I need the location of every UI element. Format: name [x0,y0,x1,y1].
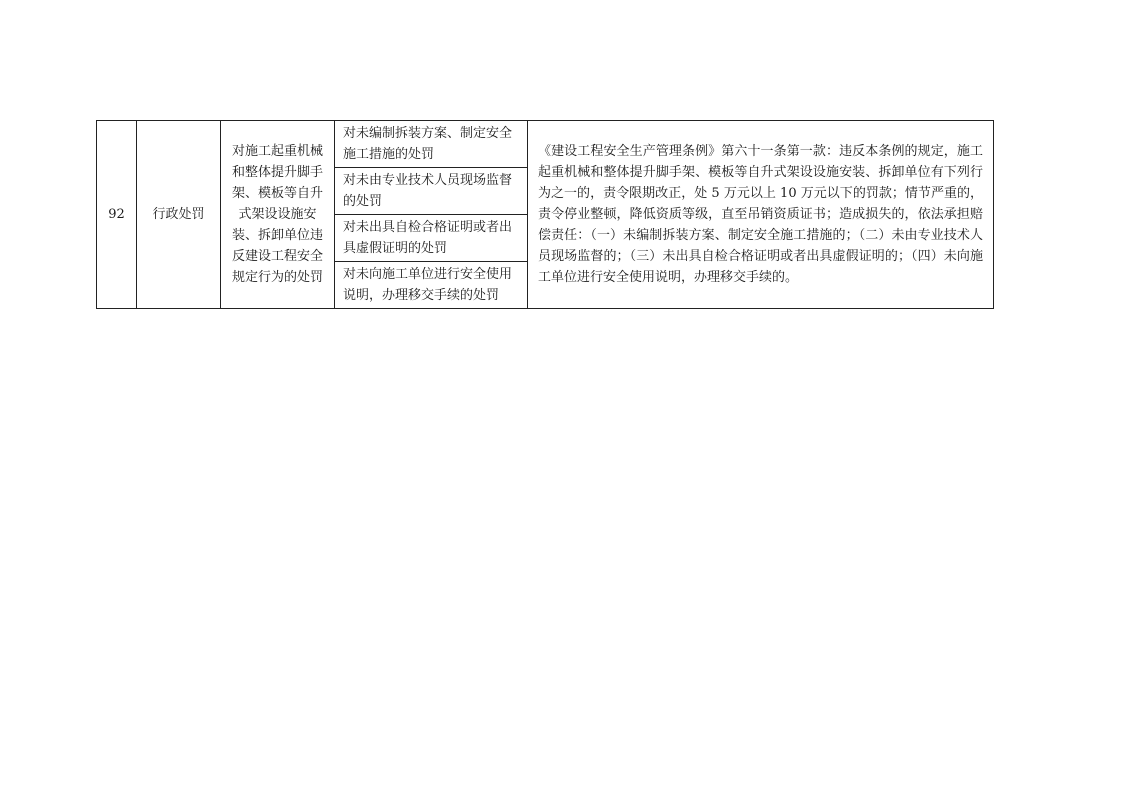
sub-item: 对未向施工单位进行安全使用说明，办理移交手续的处罚 [335,262,528,309]
sub-item: 对未出具自检合格证明或者出具虚假证明的处罚 [335,215,528,262]
sub-item: 对未由专业技术人员现场监督的处罚 [335,168,528,215]
penalty-table [96,120,994,309]
sub-item: 对未编制拆装方案、制定安全施工措施的处罚 [335,121,528,168]
table-row [97,121,994,168]
legal-basis: 《建设工程安全生产管理条例》第六十一条第一款：违反本条例的规定，施工起重机械和整体提升脚手架、模板等自升式架设设施安装、拆卸单位有下列行为之一的，责令限期改正，处 5 万元以上 10 万元以下的罚款；情节严重的，责令停业整顿，降低资质等级，直至吊销资质证书；造成损失的，依法承担赔偿责任：（一）未编制拆装方案、制定安全施工措施的；（二）未由专业技术人员现场监督的；（三）未出具自检合格证明或者出具虚假证明的；（四）未向施工单位进行安全使用说明，办理移交手续的。 [528,121,994,309]
penalty-item: 对施工起重机械和整体提升脚手架、模板等自升式架设设施安装、拆卸单位违反建设工程安全规定行为的处罚 [221,121,335,309]
penalty-category: 行政处罚 [137,121,221,309]
row-number: 92 [97,121,137,309]
